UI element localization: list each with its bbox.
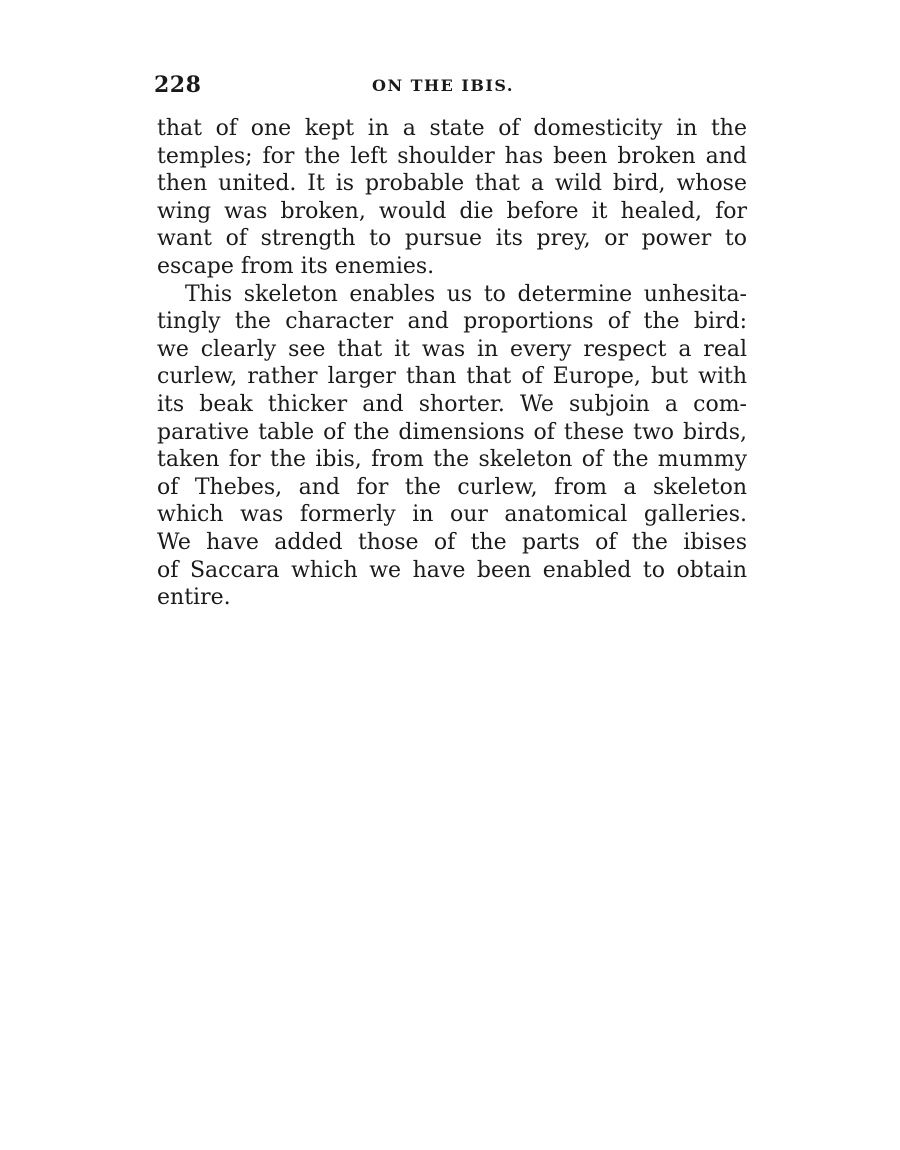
- text-line: temples; for the left shoulder has been broken and: [157, 143, 747, 169]
- text-line: taken for the ibis, from the skeleton of the mummy: [157, 447, 747, 473]
- text-line: escape from its enemies.: [157, 253, 435, 279]
- running-title: ON THE IBIS.: [372, 76, 514, 95]
- text-line: wing was broken, would die before it healed, for: [157, 198, 747, 224]
- running-head: [154, 72, 746, 104]
- body-text: [157, 115, 747, 612]
- text-line: we clearly see that it was in every respect a real: [157, 336, 747, 362]
- text-line: which was formerly in our anatomical galleries.: [157, 502, 747, 528]
- text-line: curlew, rather larger than that of Europe, but with: [157, 364, 747, 390]
- text-line: then united. It is probable that a wild bird, whose: [157, 171, 747, 197]
- text-line: parative table of the dimensions of these two birds,: [157, 419, 747, 445]
- text-line: entire.: [157, 585, 231, 611]
- text-line: want of strength to pursue its prey, or power to: [157, 226, 747, 252]
- text-line: of Saccara which we have been enabled to obtain: [157, 557, 747, 583]
- text-line: of Thebes, and for the curlew, from a skeleton: [157, 474, 747, 500]
- text-line: tingly the character and proportions of the bird:: [157, 309, 747, 335]
- text-line: that of one kept in a state of domesticity in the: [157, 116, 747, 141]
- text-line: This skeleton enables us to determine unhesita-: [185, 281, 747, 307]
- text-line: its beak thicker and shorter. We subjoin a com-: [157, 391, 747, 417]
- text-line: We have added those of the parts of the ibises: [157, 529, 747, 555]
- page-number: 228: [154, 72, 202, 98]
